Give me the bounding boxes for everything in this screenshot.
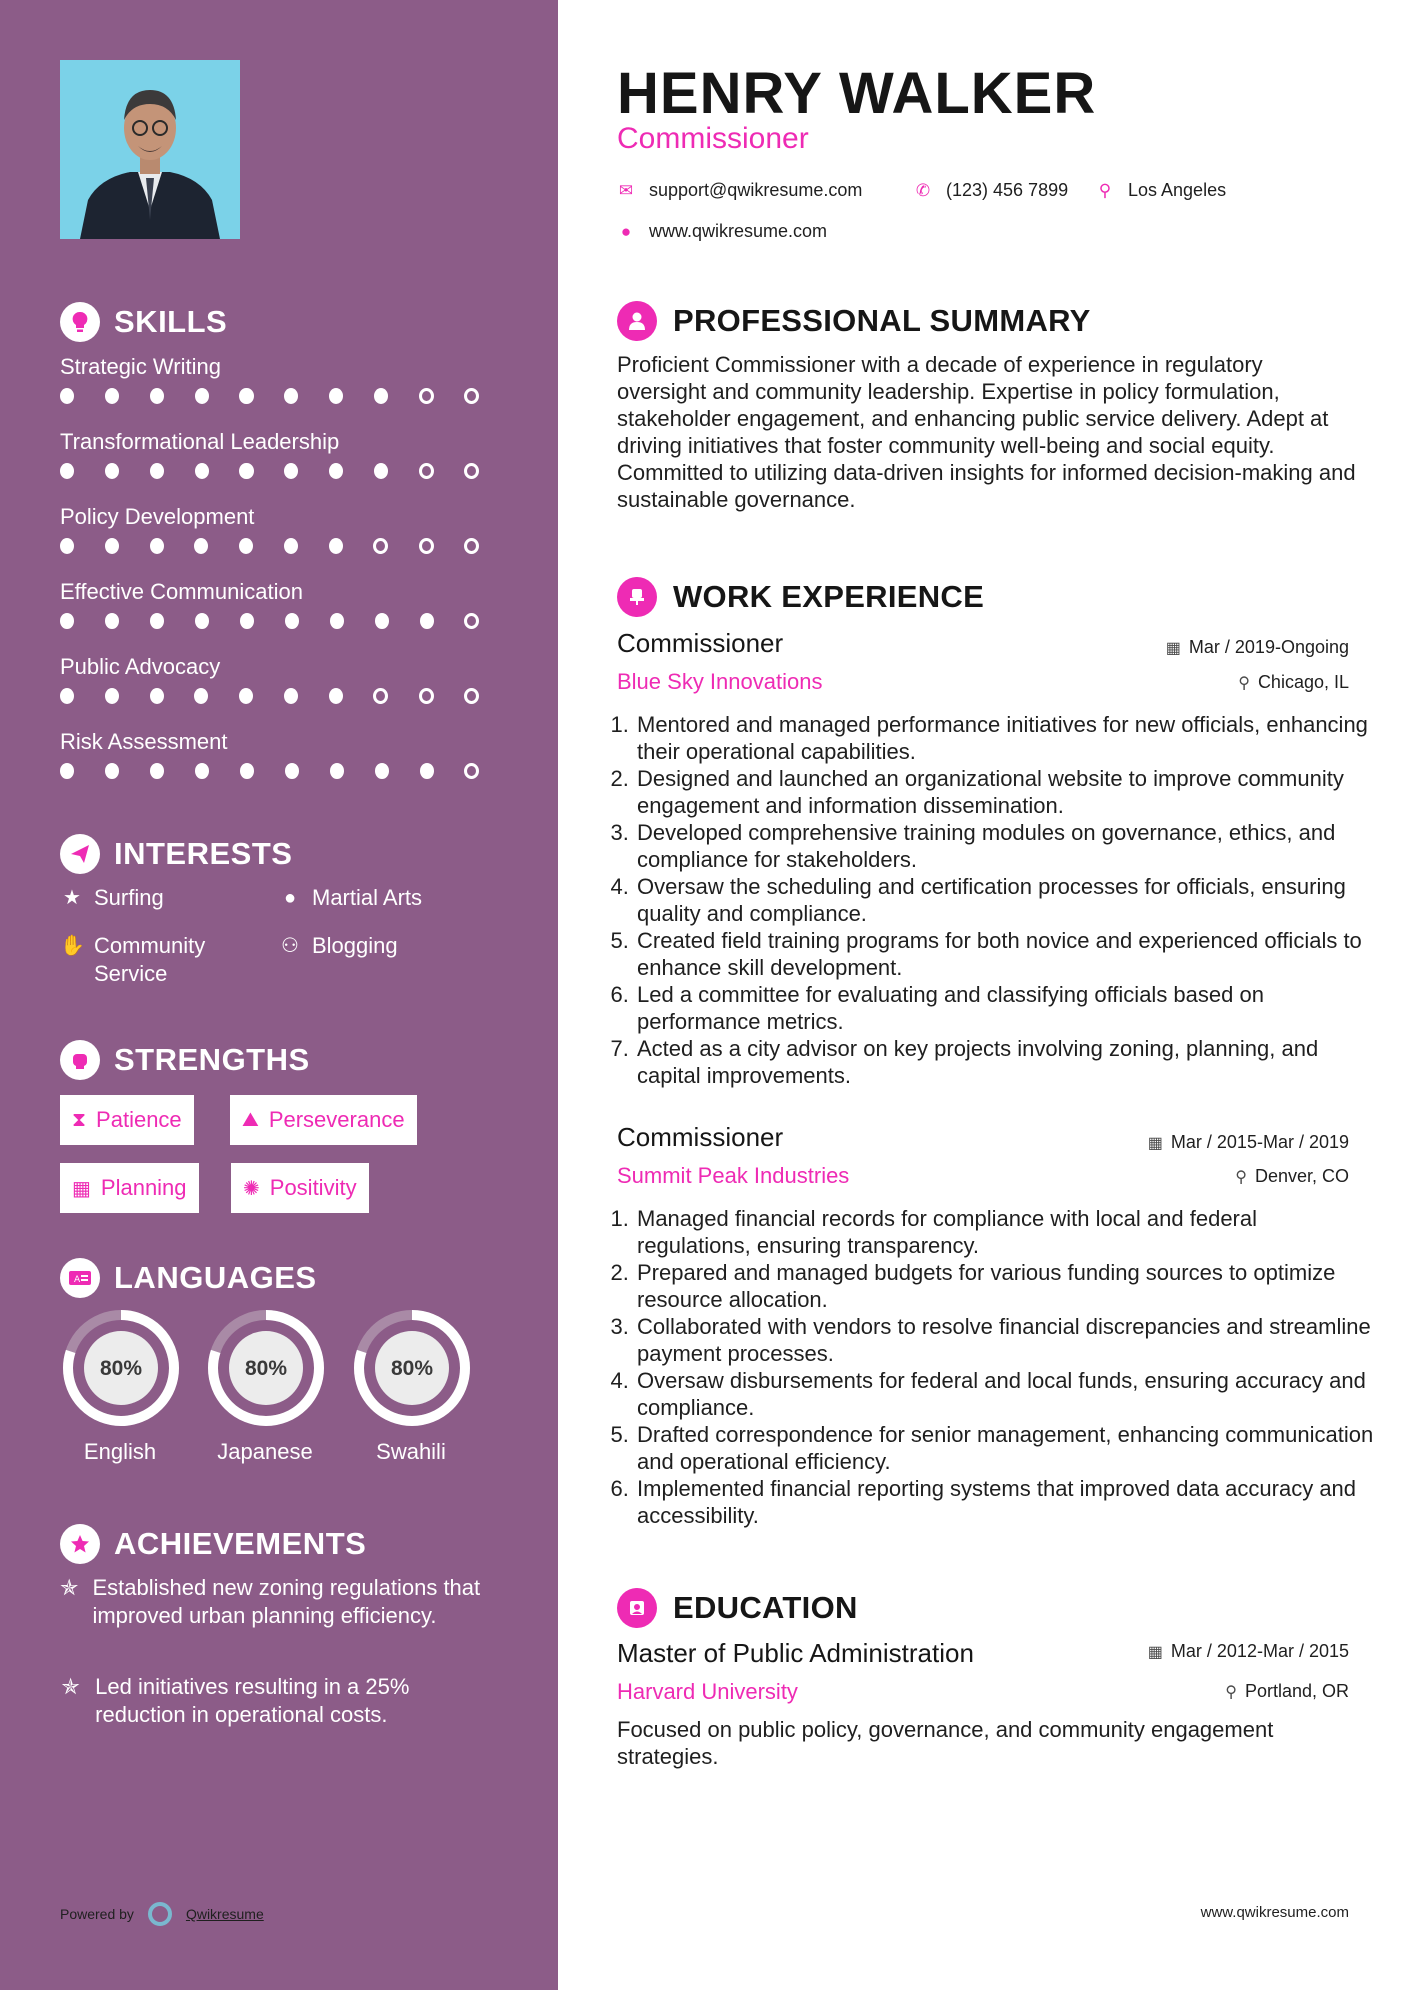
rating-dot-filled (194, 688, 208, 704)
skill-name: Effective Communication (60, 579, 303, 604)
road-icon: ⛰ (242, 1108, 259, 1131)
envelope-icon: ✉ (618, 180, 634, 200)
education-degree: Master of Public Administration (617, 1638, 974, 1668)
qwikresume-link[interactable]: Qwikresume (185, 1906, 264, 1922)
rating-dot-empty (464, 688, 479, 704)
language-name: Swahili (376, 1439, 446, 1464)
rating-dot-filled (375, 613, 389, 629)
sidebar (0, 0, 558, 1990)
calendar-icon: ▦ (72, 1177, 91, 1200)
calendar-icon: ▦ (1165, 639, 1181, 657)
rating-dot-filled (60, 763, 74, 779)
language-item (60, 1307, 180, 1465)
skill-rating (60, 463, 510, 479)
rating-dot-filled (105, 538, 119, 554)
education-heading: EDUCATION (617, 1588, 858, 1628)
hand-icon: ✋ (60, 935, 85, 957)
job-duties-list (609, 711, 1375, 1089)
briefcase-chair-icon (617, 577, 657, 617)
rating-dot-filled (105, 688, 119, 704)
candidate-name: HENRY WALKER (617, 61, 1097, 126)
job-title: Commissioner (617, 122, 809, 155)
duty-item: 3. Collaborated with vendors to resolve financial discrepancies and streamline payment processes. (635, 1313, 1375, 1367)
job-dates: ▦ Mar / 2019-Ongoing (1165, 637, 1349, 657)
rating-dot-empty (464, 538, 479, 554)
rating-dot-filled (105, 388, 119, 404)
rating-dot-empty (464, 763, 479, 779)
rating-dot-filled (194, 538, 208, 554)
user-icon (617, 301, 657, 341)
language-level: 80% (99, 1357, 143, 1380)
duty-item: 2. Designed and launched an organizational website to improve community engagement and information dissemination. (635, 765, 1375, 819)
rating-dot-filled (330, 613, 344, 629)
languages-heading: A LANGUAGES (60, 1258, 317, 1298)
rating-dot-empty (419, 463, 434, 479)
interest-item: ● Martial Arts (278, 884, 422, 912)
achievement-item: ✯ Led initiatives resulting in a 25% reduction in operational costs. (61, 1674, 410, 1727)
duty-item: 4. Oversaw the scheduling and certification processes for officials, ensuring quality and compliance. (635, 873, 1375, 927)
language-item (351, 1307, 471, 1465)
achievement-item: ✯ Established new zoning regulations that improved urban planning efficiency. (60, 1575, 481, 1628)
profile-photo-image (60, 60, 240, 239)
rating-dot-filled (195, 613, 209, 629)
experience-heading: WORK EXPERIENCE (617, 577, 984, 617)
rating-dot-filled (150, 538, 164, 554)
rating-dot-filled (105, 463, 119, 479)
language-level: 80% (390, 1357, 434, 1380)
rating-dot-filled (105, 613, 119, 629)
language-name: Japanese (217, 1439, 313, 1464)
qwikresume-logo-icon (148, 1902, 172, 1926)
strength-chip: ⛰ Perseverance (230, 1095, 417, 1145)
rating-dot-filled (240, 763, 254, 779)
rating-dot-filled (239, 538, 253, 554)
rating-dot-filled (329, 538, 343, 554)
lightbulb-icon (60, 302, 100, 342)
rating-dot-filled (60, 463, 74, 479)
achievements-heading: ACHIEVEMENTS (60, 1524, 366, 1564)
interest-item: ★ Surfing (60, 884, 164, 912)
rating-dot-filled (239, 688, 253, 704)
rating-dot-filled (284, 538, 298, 554)
svg-text:A: A (74, 1275, 81, 1285)
phone-icon: ✆ (915, 180, 931, 200)
star-burst-icon: ✯ (60, 1575, 79, 1600)
education-location: ⚲ Portland, OR (1225, 1681, 1349, 1701)
skill-item (60, 427, 510, 479)
contact-location: ⚲ Los Angeles (1096, 180, 1226, 201)
calendar-icon: ▦ (1147, 1643, 1163, 1661)
rating-dot-filled (150, 763, 164, 779)
footer-url[interactable]: www.qwikresume.com (1200, 1904, 1349, 1921)
strength-chip: ⧗ Patience (60, 1095, 194, 1145)
globe-icon: ● (283, 887, 297, 909)
interests-heading: INTERESTS (60, 834, 292, 874)
rating-dot-filled (374, 388, 388, 404)
pushpin-icon: ⚲ (1225, 1683, 1237, 1701)
calendar-icon: ▦ (1147, 1134, 1163, 1152)
job-location: ⚲ Denver, CO (1235, 1166, 1349, 1186)
rating-dot-filled (150, 463, 164, 479)
rating-dot-filled (60, 688, 74, 704)
rating-dot-filled (60, 613, 74, 629)
rating-dot-empty (464, 463, 479, 479)
language-ring (351, 1307, 473, 1429)
duty-item: 1. Mentored and managed performance initiatives for new officials, enhancing their operational capabilities. (635, 711, 1375, 765)
fist-icon (60, 1040, 100, 1080)
skill-item (60, 352, 510, 404)
rating-dot-filled (329, 463, 343, 479)
powered-by: Powered by Qwikresume (60, 1902, 264, 1926)
profile-photo (60, 60, 240, 239)
skill-rating (60, 688, 510, 704)
skill-name: Public Advocacy (60, 654, 221, 679)
job-dates: ▦ Mar / 2015-Mar / 2019 (1147, 1132, 1349, 1152)
duty-item: 5. Drafted correspondence for senior management, enhancing communication and operational efficiency. (635, 1421, 1375, 1475)
rating-dot-filled (420, 763, 434, 779)
rating-dot-filled (150, 613, 164, 629)
rating-dot-empty (464, 613, 479, 629)
hourglass-icon: ⧗ (72, 1108, 87, 1131)
job-role: Commissioner (617, 628, 784, 658)
rating-dot-filled (375, 763, 389, 779)
skill-rating (60, 763, 510, 779)
globe-icon: ● (620, 221, 632, 241)
rating-dot-filled (60, 538, 74, 554)
skill-rating (60, 388, 510, 404)
interest-item: ✋ Community Service (60, 933, 206, 986)
contact-website[interactable]: ● www.qwikresume.com (617, 221, 827, 242)
star-icon: ★ (63, 887, 81, 909)
job-role: Commissioner (617, 1122, 784, 1152)
duty-item: 6. Implemented financial reporting systems that improved data accuracy and accessibility. (635, 1475, 1375, 1529)
interest-item: ⚇ Blogging (278, 932, 398, 960)
sun-icon: ✺ (243, 1177, 260, 1200)
language-ring (205, 1307, 327, 1429)
rating-dot-filled (105, 763, 119, 779)
duty-item: 4. Oversaw disbursements for federal and local funds, ensuring accuracy and compliance. (635, 1367, 1375, 1421)
rating-dot-filled (239, 463, 253, 479)
contact-email[interactable]: ✉ support@qwikresume.com (618, 180, 863, 200)
rating-dot-filled (150, 688, 164, 704)
rating-dot-filled (329, 388, 343, 404)
skill-name: Strategic Writing (60, 354, 221, 379)
rating-dot-filled (60, 388, 74, 404)
rating-dot-empty (419, 388, 434, 404)
education-school: Harvard University (617, 1679, 798, 1704)
duty-item: 5. Created field training programs for both novice and experienced officials to enhance skill development. (635, 927, 1375, 981)
rating-dot-filled (330, 763, 344, 779)
job-duties-list (609, 1205, 1375, 1529)
job-location: ⚲ Chicago, IL (1238, 672, 1349, 692)
rating-dot-empty (419, 538, 434, 554)
skill-name: Risk Assessment (60, 729, 228, 754)
job-company: Blue Sky Innovations (617, 669, 823, 694)
duty-item: 1. Managed financial records for compliance with local and federal regulations, ensuring transparency. (635, 1205, 1375, 1259)
strength-chip: ▦ Planning (60, 1163, 199, 1213)
graduation-icon (617, 1588, 657, 1628)
rating-dot-filled (240, 613, 254, 629)
rating-dot-filled (195, 388, 209, 404)
education-description: Focused on public policy, governance, and community engagement strategies. (617, 1717, 1274, 1769)
strength-chip: ✺ Positivity (231, 1163, 369, 1213)
contact-phone[interactable]: ✆ (123) 456 7899 (915, 180, 1069, 200)
rating-dot-filled (284, 463, 298, 479)
duty-item: 3. Developed comprehensive training modules on governance, ethics, and compliance for stakeholders. (635, 819, 1375, 873)
users-icon: ⚇ (281, 935, 299, 957)
skill-rating (60, 613, 510, 629)
rating-dot-filled (420, 613, 434, 629)
map-pin-icon: ⚲ (1098, 180, 1112, 200)
strengths-heading: STRENGTHS (60, 1040, 310, 1080)
rating-dot-filled (284, 388, 298, 404)
rating-dot-filled (285, 763, 299, 779)
rating-dot-empty (373, 538, 388, 554)
rating-dot-filled (329, 688, 343, 704)
job-company: Summit Peak Industries (617, 1163, 850, 1188)
summary-heading: PROFESSIONAL SUMMARY (617, 301, 1091, 341)
rating-dot-filled (150, 388, 164, 404)
education-dates: ▦ Mar / 2012-Mar / 2015 (1147, 1641, 1349, 1661)
pushpin-icon: ⚲ (1238, 674, 1250, 692)
language-item (205, 1307, 325, 1465)
star-burst-icon: ✯ (61, 1674, 80, 1699)
rating-dot-filled (374, 463, 388, 479)
skill-rating (60, 538, 510, 554)
skill-item (60, 502, 510, 554)
duty-item: 2. Prepared and managed budgets for various funding sources to optimize resource allocation. (635, 1259, 1375, 1313)
rating-dot-filled (195, 763, 209, 779)
rating-dot-filled (285, 613, 299, 629)
rating-dot-filled (239, 388, 253, 404)
skill-name: Policy Development (60, 504, 255, 529)
skill-item (60, 577, 510, 629)
skill-name: Transformational Leadership (60, 429, 340, 454)
rating-dot-empty (373, 688, 388, 704)
skills-heading: SKILLS (60, 302, 227, 342)
rating-dot-filled (195, 463, 209, 479)
duty-item: 6. Led a committee for evaluating and classifying officials based on performance metrics. (635, 981, 1375, 1035)
rating-dot-empty (419, 688, 434, 704)
summary-text: Proficient Commissioner with a decade of experience in regulatory oversight and community leadership. Expertise in policy formulation, stakeholder engagement, and enhancing public service delivery. Adept at driving initiatives that foster community well-being and social equity. Committed to utilizing data-driven insights for informed decision-making and sustainable governance. (617, 352, 1356, 512)
duty-item: 7. Acted as a city advisor on key projects involving zoning, planning, and capital improvements. (635, 1035, 1375, 1089)
language-level: 80% (244, 1357, 288, 1380)
rating-dot-empty (464, 388, 479, 404)
language-icon (60, 1258, 100, 1298)
award-star-icon (60, 1524, 100, 1564)
skill-item (60, 652, 510, 704)
skill-item (60, 727, 510, 779)
rating-dot-filled (284, 688, 298, 704)
pushpin-icon: ⚲ (1235, 1168, 1247, 1186)
language-name: English (83, 1439, 157, 1464)
language-ring (60, 1307, 182, 1429)
paper-plane-icon (60, 834, 100, 874)
